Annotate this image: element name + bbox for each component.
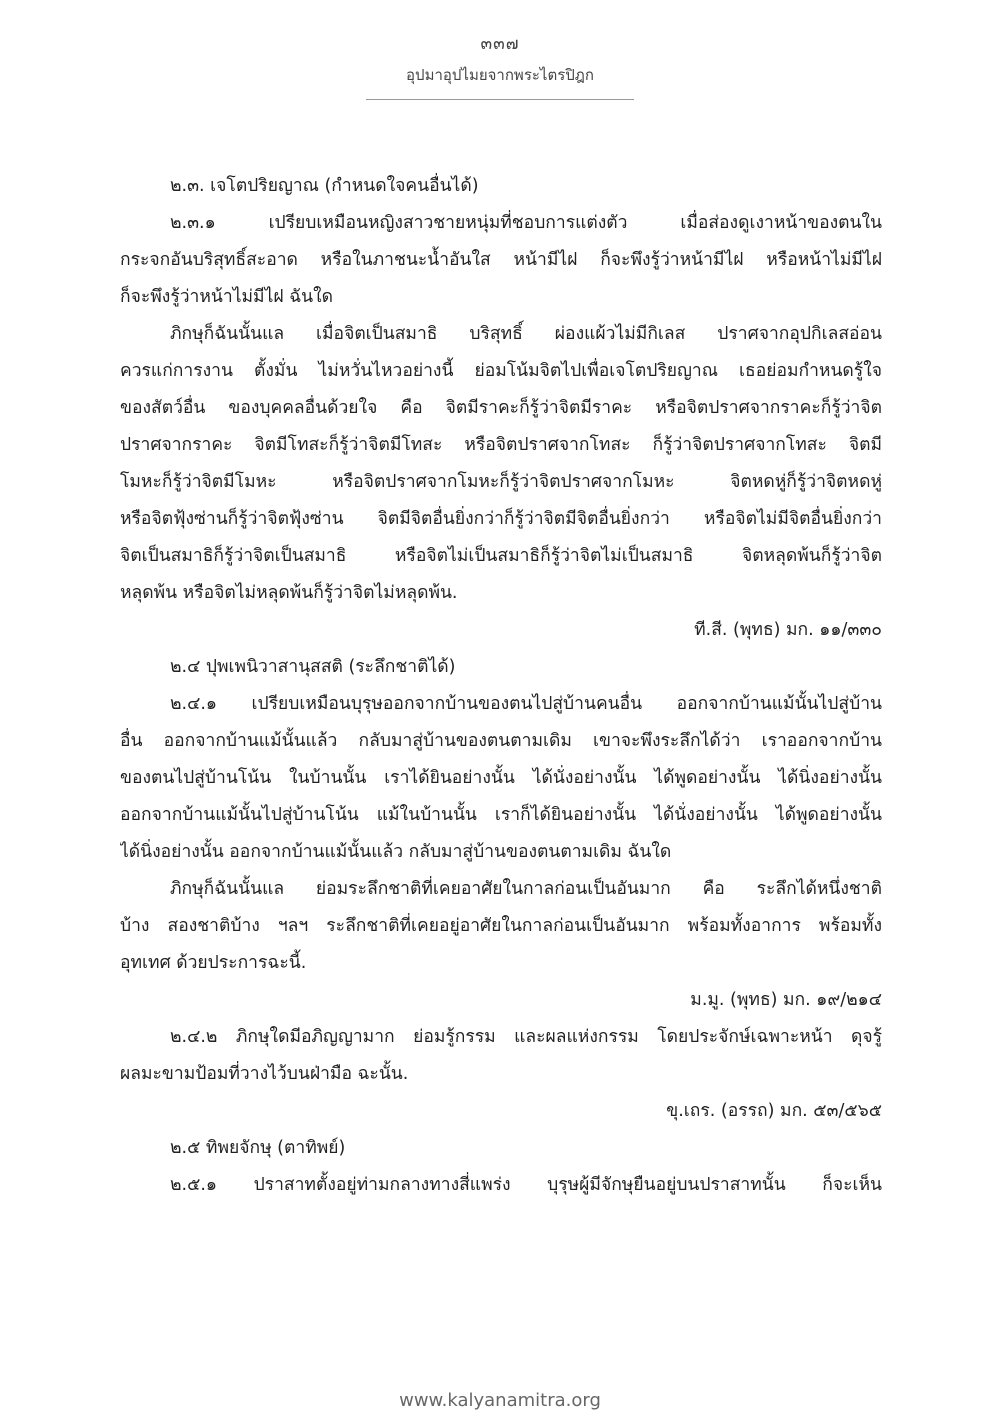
book-title: อุปมาอุปไมยจากพระไตรปิฎก <box>406 66 594 84</box>
text-line: ๒.๕.๑ ปราสาทตั้งอยู่ท่ามกลางทางสี่แพร่ง บุรุษผู้มีจักษุยืนอยู่บนปราสาทนั้น ก็จะเห็น <box>170 1175 882 1195</box>
text-line: บ้าง สองชาติบ้าง ฯลฯ ระลึกชาติที่เคยอยู่อาศัยในกาลก่อนเป็นอันมาก พร้อมทั้งอาการ พร้อมทั้ง <box>120 916 882 936</box>
text-line: โมหะก็รู้ว่าจิตมีโมหะ หรือจิตปราศจากโมหะก็รู้ว่าจิตปราศจากโมหะ จิตหดหู่ก็รู้ว่าจิตหดหู่ <box>120 472 882 492</box>
footer-website: www.kalyanamitra.org <box>399 1390 601 1411</box>
text-line: ๒.๔.๑ เปรียบเหมือนบุรุษออกจากบ้านของตนไปสู่บ้านคนอื่น ออกจากบ้านแม้นั้นไปสู่บ้าน <box>170 694 882 714</box>
text-line: ได้นิ่งอย่างนั้น ออกจากบ้านแม้นั้นแล้ว กลับมาสู่บ้านของตนตามเดิม ฉันใด <box>120 842 672 862</box>
paragraph-2-5-1 <box>120 1167 882 1204</box>
text-line: ควรแก่การงาน ตั้งมั่น ไม่หวั่นไหวอย่างนี้ ย่อมโน้มจิตไปเพื่อเจโตปริยญาณ เธอย่อมกำหนดรู้ใจ <box>120 361 882 381</box>
text-line: ภิกษุก็ฉันนั้นแล ย่อมระลึกชาติที่เคยอาศัยในกาลก่อนเป็นอันมาก คือ ระลึกได้หนึ่งชาติ <box>170 879 882 899</box>
text-line: กระจกอันบริสุทธิ์สะอาด หรือในภาชนะน้ำอันใส หน้ามีไฝ ก็จะพึงรู้ว่าหน้ามีไฝ หรือหน้าไม่มีไฝ <box>120 250 882 270</box>
section-heading-2-4: ๒.๔ ปุพเพนิวาสานุสสติ (ระลึกชาติได้) <box>170 657 456 677</box>
page-body <box>120 168 882 1204</box>
paragraph-2-3-1-monk <box>120 316 882 612</box>
text-line: หรือจิตฟุ้งซ่านก็รู้ว่าจิตฟุ้งซ่าน จิตมีจิตอื่นยิ่งกว่าก็รู้ว่าจิตมีจิตอื่นยิ่งกว่า หรือจิตไม่มีจิตอื่นยิ่งกว่า <box>120 509 882 529</box>
text-line: ออกจากบ้านแม้นั้นไปสู่บ้านโน้น แม้ในบ้านนั้น เราก็ได้ยินอย่างนั้น ได้นั่งอย่างนั้น ได้พูดอย่างนั้น <box>120 805 882 825</box>
citation-reference: ขุ.เถร. (อรรถ) มก. ๕๓/๕๖๕ <box>666 1101 882 1121</box>
text-line: จิตเป็นสมาธิก็รู้ว่าจิตเป็นสมาธิ หรือจิตไม่เป็นสมาธิก็รู้ว่าจิตไม่เป็นสมาธิ จิตหลุดพ้นก็รู้ว่าจิต <box>120 546 882 566</box>
section-heading-2-5: ๒.๕ ทิพยจักษุ (ตาทิพย์) <box>170 1138 346 1158</box>
paragraph-2-4-1-monk <box>120 871 882 982</box>
text-line: ของสัตว์อื่น ของบุคคลอื่นด้วยใจ คือ จิตมีราคะก็รู้ว่าจิตมีราคะ หรือจิตปราศจากราคะก็รู้ว่าจิต <box>120 398 882 418</box>
text-line: หลุดพ้น หรือจิตไม่หลุดพ้นก็รู้ว่าจิตไม่หลุดพ้น. <box>120 583 458 603</box>
paragraph-2-4-1 <box>120 686 882 871</box>
text-line: ของตนไปสู่บ้านโน้น ในบ้านนั้น เราได้ยินอย่างนั้น ได้นั่งอย่างนั้น ได้พูดอย่างนั้น ได้นิ่งอย่างนั้น <box>120 768 882 788</box>
section-heading-2-3: ๒.๓. เจโตปริยญาณ (กำหนดใจคนอื่นได้) <box>170 176 479 196</box>
text-line: ภิกษุก็ฉันนั้นแล เมื่อจิตเป็นสมาธิ บริสุทธิ์ ผ่องแผ้วไม่มีกิเลส ปราศจากอุปกิเลสอ่อน <box>170 324 882 344</box>
text-line: ๒.๓.๑ เปรียบเหมือนหญิงสาวชายหนุ่มที่ชอบการแต่งตัว เมื่อส่องดูเงาหน้าของตนใน <box>170 213 882 233</box>
paragraph-2-3-1 <box>120 205 882 316</box>
text-line: อุทเทศ ด้วยประการฉะนี้. <box>120 953 307 973</box>
text-line: ก็จะพึงรู้ว่าหน้าไม่มีไฝ ฉันใด <box>120 287 333 307</box>
text-line: อื่น ออกจากบ้านแม้นั้นแล้ว กลับมาสู่บ้านของตนตามเดิม เขาจะพึงระลึกได้ว่า เราออกจากบ้าน <box>120 731 882 751</box>
page-number: ๓๓๗ <box>480 34 520 54</box>
paragraph-2-4-2 <box>120 1019 882 1093</box>
text-line: ปราศจากราคะ จิตมีโทสะก็รู้ว่าจิตมีโทสะ หรือจิตปราศจากโทสะ ก็รู้ว่าจิตปราศจากโทสะ จิตมี <box>120 435 882 455</box>
text-line: ๒.๔.๒ ภิกษุใดมีอภิญญามาก ย่อมรู้กรรม และผลแห่งกรรม โดยประจักษ์เฉพาะหน้า ดุจรู้ <box>170 1027 882 1047</box>
citation-reference: ม.มู. (พุทธ) มก. ๑๙/๒๑๔ <box>690 990 882 1010</box>
page-header <box>0 30 1000 100</box>
header-divider <box>366 99 634 100</box>
citation-reference: ที.สี. (พุทธ) มก. ๑๑/๓๓๐ <box>694 620 882 640</box>
text-line: ผลมะขามป้อมที่วางไว้บนฝ่ามือ ฉะนั้น. <box>120 1064 409 1084</box>
